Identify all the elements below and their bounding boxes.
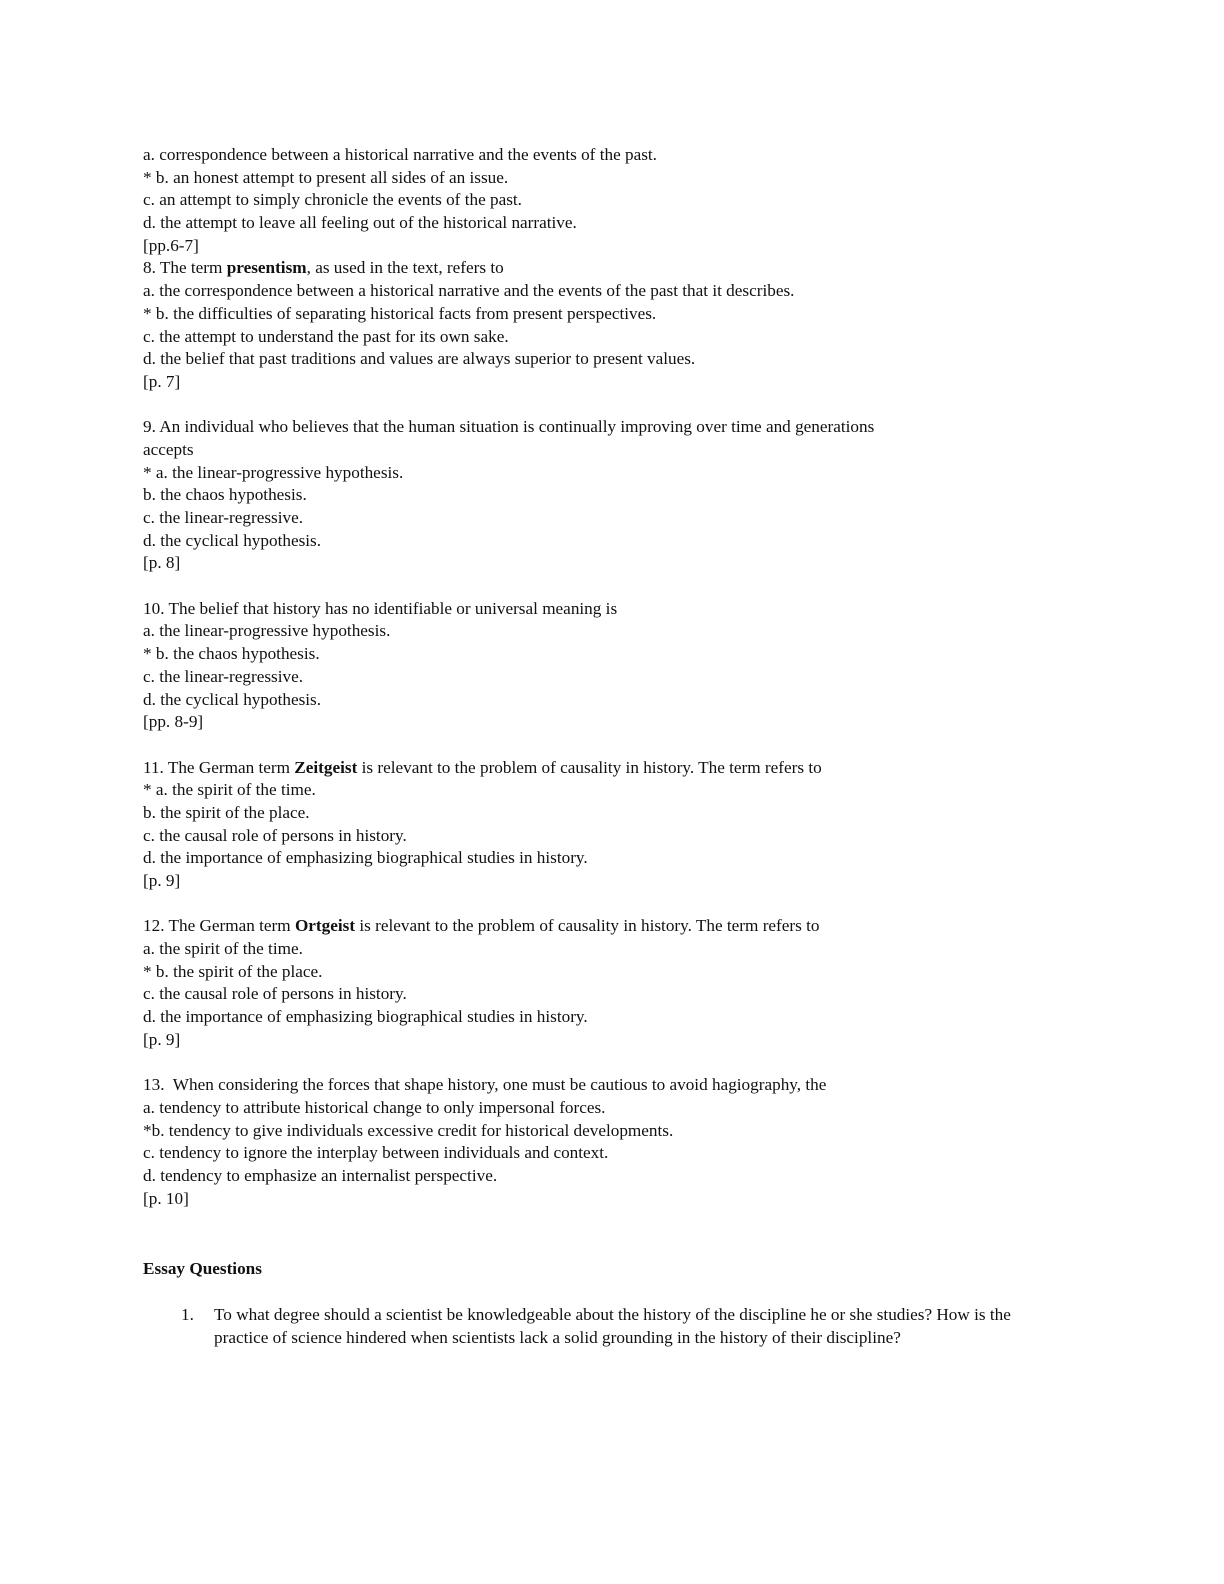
option: c. the linear-regressive. <box>143 666 303 686</box>
option-correct: * a. the spirit of the time. <box>143 780 316 800</box>
option: a. correspondence between a historical narrative and the events of the past. <box>143 145 657 164</box>
option: d. the cyclical hypothesis. <box>143 689 322 709</box>
question-stem: 9. An individual who believes that the human situation is continually improving over time and generations <box>143 417 875 437</box>
question-list <box>143 144 1083 1210</box>
essay-text: To what degree should a scientist be knowledgeable about the history of the discipline he or she studies? How is the practice of science hindered when scientists lack a solid grounding in the history of their discipline? <box>214 1305 1011 1347</box>
page-reference: [p. 10] <box>143 1188 189 1208</box>
option: a. tendency to attribute historical change to only impersonal forces. <box>143 1097 606 1117</box>
essay-list <box>181 1304 1061 1349</box>
option: c. the attempt to understand the past for its own sake. <box>143 326 509 346</box>
stem-text: , as used in the text, refers to <box>306 258 504 278</box>
option: d. the attempt to leave all feeling out of the historical narrative. <box>143 213 577 233</box>
spacer <box>143 1052 1083 1075</box>
option: c. the causal role of persons in history. <box>143 984 407 1004</box>
option-correct: * b. the difficulties of separating historical facts from present perspectives. <box>143 303 657 323</box>
stem-text: is relevant to the problem of causality in history. The term refers to <box>355 916 820 936</box>
question-stem <box>143 915 1083 938</box>
stem-text: 11. The German term <box>143 757 295 777</box>
stem-text: is relevant to the problem of causality in history. The term refers to <box>357 757 822 777</box>
option: b. the spirit of the place. <box>143 802 310 822</box>
option: c. an attempt to simply chronicle the events of the past. <box>143 190 522 210</box>
key-term: Zeitgeist <box>294 757 358 777</box>
option-correct: * b. the spirit of the place. <box>143 961 323 981</box>
option-correct: * b. an honest attempt to present all sides of an issue. <box>143 167 509 187</box>
option: a. the spirit of the time. <box>143 939 303 959</box>
option: c. the causal role of persons in history. <box>143 825 407 845</box>
stem-text: 12. The German term <box>143 916 295 936</box>
essay-number: 1. <box>181 1305 194 1324</box>
option-correct: *b. tendency to give individuals excessive credit for historical developments. <box>143 1120 674 1140</box>
option-correct: * b. the chaos hypothesis. <box>143 644 320 664</box>
page-reference: [p. 9] <box>143 1029 181 1049</box>
key-term: presentism <box>226 258 307 278</box>
spacer <box>143 394 1083 417</box>
essay-heading: Essay Questions <box>143 1259 262 1278</box>
option: c. the linear-regressive. <box>143 508 303 527</box>
spacer <box>143 734 1083 757</box>
option: b. the chaos hypothesis. <box>143 485 307 505</box>
question-stem <box>143 257 1083 280</box>
option: d. the cyclical hypothesis. <box>143 530 322 550</box>
option: d. the belief that past traditions and values are always superior to present values. <box>143 349 696 369</box>
question-stem: 13. When considering the forces that shape history, one must be cautious to avoid hagiography, the <box>143 1075 827 1095</box>
key-term: Ortgeist <box>294 916 356 936</box>
option: c. tendency to ignore the interplay between individuals and context. <box>143 1143 609 1163</box>
question-stem: accepts <box>143 439 194 459</box>
stem-text: 8. The term <box>143 258 227 278</box>
page-reference: [pp.6-7] <box>143 235 199 255</box>
spacer <box>143 893 1083 916</box>
option: d. the importance of emphasizing biographical studies in history. <box>143 1007 588 1027</box>
option: a. the correspondence between a historical narrative and the events of the past that it describes. <box>143 281 795 301</box>
option: d. the importance of emphasizing biographical studies in history. <box>143 848 588 868</box>
page-reference: [p. 7] <box>143 371 181 391</box>
option: a. the linear-progressive hypothesis. <box>143 621 391 641</box>
option: d. tendency to emphasize an internalist perspective. <box>143 1165 498 1185</box>
essay-item <box>181 1304 1061 1349</box>
page-reference: [p. 8] <box>143 553 181 573</box>
spacer <box>143 575 1083 598</box>
question-stem: 10. The belief that history has no identifiable or universal meaning is <box>143 598 618 618</box>
page-reference: [pp. 8-9] <box>143 712 204 732</box>
page-reference: [p. 9] <box>143 871 181 890</box>
question-stem <box>143 757 1083 780</box>
option-correct: * a. the linear-progressive hypothesis. <box>143 462 404 482</box>
